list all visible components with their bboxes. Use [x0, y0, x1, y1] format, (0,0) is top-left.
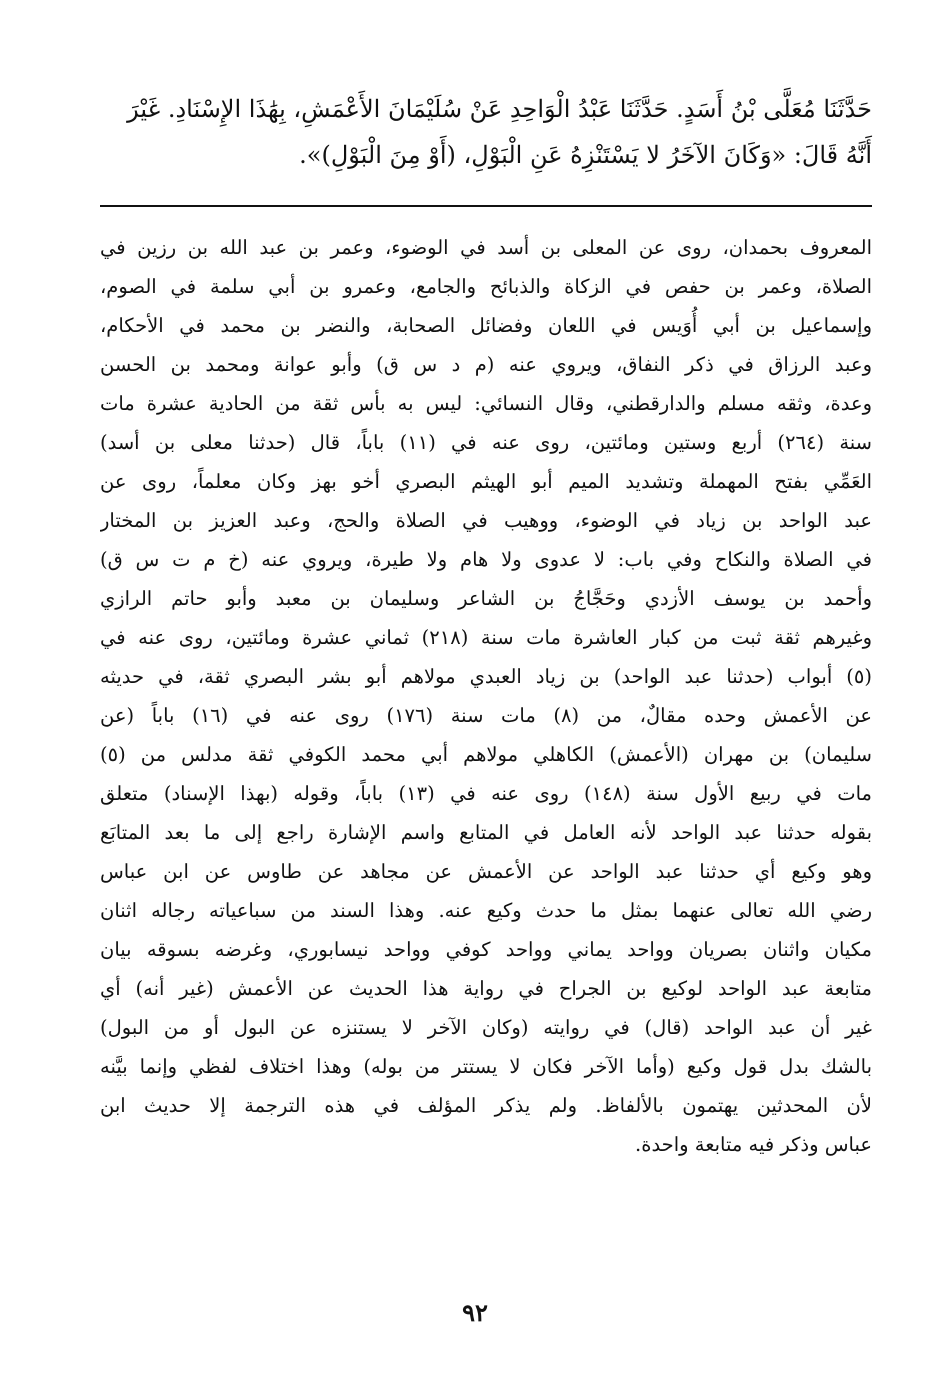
- page-number: ٩٢: [462, 1298, 488, 1327]
- commentary-line: عبد الواحد بن زياد في الوضوء، ووهيب في الصلاة والحج، وعبد العزيز بن المختار: [100, 509, 872, 532]
- commentary-line: الصلاة، وعمر بن حفص في الزكاة والذبائح والجامع، وعمرو بن أبي سلمة في الصوم،: [100, 275, 872, 298]
- commentary-line: مات في ربيع الأول سنة (١٤٨) روى عنه في (١٣) باباً، وقوله (بهذا الإسناد) متعلق: [100, 782, 872, 805]
- hadith-text: [100, 86, 872, 178]
- commentary-line: سنة (٢٦٤) أربع وستين ومائتين، روى عنه في (١١) باباً، قال (حدثنا معلى بن أسد): [100, 431, 872, 454]
- commentary-line: (٥) أبواب (حدثنا عبد الواحد) بن زياد العبدي مولاهم أبو بشر البصري ثقة، في حديثه: [100, 665, 872, 688]
- commentary-text: [100, 228, 872, 1164]
- commentary-line: متابعة عبد الواحد لوكيع بن الجراح في رواية هذا الحديث عن الأعمش (غير أنه) أي: [100, 977, 872, 1000]
- footnote-divider: [100, 205, 872, 207]
- commentary-line: العَمِّي بفتح المهملة وتشديد الميم أبو الهيثم البصري أخو بهز وكان معلماً، روى عن: [100, 470, 872, 493]
- commentary-line: وأحمد بن يوسف الأزدي وحَجَّاجُ بن الشاعر وسليمان بن معبد وأبو حاتم الرازي: [100, 587, 872, 610]
- commentary-line: في الصلاة والنكاح وفي باب: لا عدوى ولا هام ولا طيرة، ويروي عنه (خ م ت س ق): [100, 548, 872, 571]
- commentary-line: لأن المحدثين يهتمون بالألفاظ. ولم يذكر المؤلف في هذه الترجمة إلا حديث ابن: [100, 1094, 872, 1117]
- commentary-line: وعدة، وثقه مسلم والدارقطني، وقال النسائي: ليس به بأس ثقة من الحادية عشرة مات: [100, 392, 872, 415]
- commentary-line: وغيرهم ثقة ثبت من كبار العاشرة مات سنة (٢١٨) ثماني عشرة ومائتين، روى عنه في: [100, 626, 872, 649]
- commentary-line: عباس وذكر فيه متابعة واحدة.: [635, 1133, 872, 1156]
- commentary-line: غير أن عبد الواحد (قال) في روايته (وكان الآخر لا يستنزه عن البول أو من البول): [100, 1016, 872, 1039]
- commentary-line: عن الأعمش وحده مقالٌ، من (٨) مات سنة (١٧٦) روى عنه في (١٦) باباً (عن: [100, 704, 872, 727]
- hadith-line: حَدَّثَنَا مُعَلَّى بْنُ أَسَدٍ. حَدَّثَنَا عَبْدُ الْوَاحِدِ عَنْ سُلَيْمَانَ الأَعْمَشِ، بِهَٰذَا الإِسْنَادِ. غَيْرَ: [127, 95, 872, 123]
- commentary-line: بالشك بدل قول وكيع (وأما الآخر فكان لا يستتر من بوله) وهذا اختلاف لفظي وإنما بيَّنه: [100, 1055, 872, 1078]
- hadith-line: أَنَّهُ قَالَ: «وَكَانَ الآخَرُ لا يَسْتَنْزِهُ عَنِ الْبَوْلِ، (أَوْ مِنَ الْبَوْلِ)».: [299, 141, 872, 169]
- commentary-line: المعروف بحمدان، روى عن المعلى بن أسد في الوضوء، وعمر بن عبد الله بن رزين في: [100, 236, 872, 259]
- commentary-line: مكيان واثنان بصريان وواحد يماني وواحد كوفي وواحد نيسابوري، وغرضه بسوقه بيان: [100, 938, 872, 961]
- commentary-line: رضي الله تعالى عنهما بمثل ما حدث وكيع عنه. وهذا السند من سباعياته رجاله اثنان: [100, 899, 872, 922]
- commentary-line: بقوله حدثنا عبد الواحد لأنه العامل في المتابع واسم الإشارة راجع إلى ما بعد المتابَع: [100, 821, 872, 844]
- commentary-line: وإسماعيل بن أبي أُوَيس في اللعان وفضائل الصحابة، والنضر بن محمد في الأحكام،: [100, 314, 872, 337]
- commentary-line: وهو وكيع أي حدثنا عبد الواحد عن الأعمش عن مجاهد عن طاوس عن ابن عباس: [100, 860, 872, 883]
- commentary-line: سليمان) بن مهران (الأعمش) الكاهلي مولاهم أبي محمد الكوفي ثقة مدلس من (٥): [100, 743, 872, 766]
- commentary-line: وعبد الرزاق في ذكر النفاق، ويروي عنه (م د س ق) وأبو عوانة ومحمد بن الحسن: [100, 353, 872, 376]
